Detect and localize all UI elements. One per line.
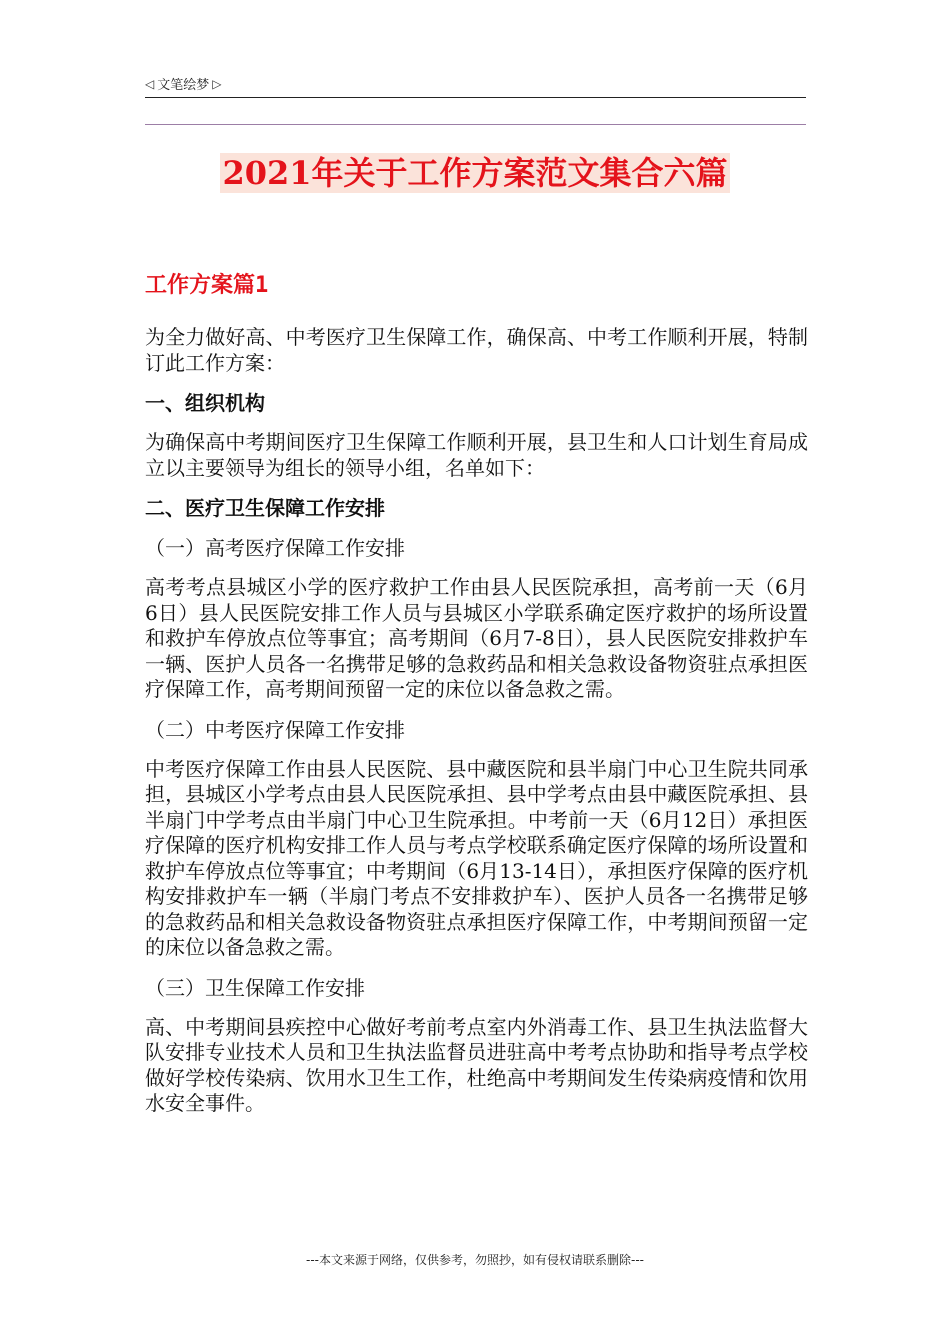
header-brand: 文笔绘梦: [157, 78, 210, 93]
heading-arrangements: 二、医疗卫生保障工作安排: [145, 496, 385, 520]
hygiene-paragraph: 高、中考期间县疾控中心做好考前考点室内外消毒工作、县卫生执法监督大队安排专业技术人员和卫生执法监督员进驻高中考考点协助和指导考点学校做好学校传染病、饮用水卫生工作，杜绝高中考期间发生传染病疫情和饮用水安全事件。: [145, 1014, 808, 1115]
zhongkao-paragraph: 中考医疗保障工作由县人民医院、县中藏医院和县半扇门中心卫生院共同承担，县城区小学考点由县人民医院承担、县中学考点由县中藏医院承担、县半扇门中学考点由半扇门中心卫生院承担。中考前一天（6月12日）承担医疗保障的医疗机构安排工作人员与考点学校联系确定医疗保障的场所设置和救护车停放点位等事宜；中考期间（6月13-14日），承担医疗保障的医疗机构安排救护车一辆（半扇门考点不安排救护车）、医护人员各一名携带足够的急救药品和相关急救设备物资驻点承担医疗保障工作，中考期间预留一定的床位以备急救之需。: [145, 756, 808, 959]
subheading-hygiene: （三）卫生保障工作安排: [145, 975, 365, 1000]
footer-disclaimer: ---本文来源于网络，仅供参考，勿照抄，如有侵权请联系删除---: [306, 1253, 644, 1267]
document-title: 2021年关于工作方案范文集合六篇: [222, 154, 728, 192]
triangle-right-icon: ▷: [212, 76, 222, 91]
organization-paragraph: 为确保高中考期间医疗卫生保障工作顺利开展，县卫生和人口计划生育局成立以主要领导为组长的领导小组，名单如下：: [145, 430, 808, 480]
subheading-gaokao: （一）高考医疗保障工作安排: [145, 536, 405, 560]
document-body: [145, 325, 808, 1131]
triangle-left-icon: ◁: [145, 76, 155, 91]
section-title: 工作方案篇1: [145, 273, 269, 298]
gaokao-paragraph: 高考考点县城区小学的医疗救护工作由县人民医院承担，高考前一天（6月6日）县人民医院安排工作人员与县城区小学联系确定医疗救护的场所设置和救护车停放点位等事宜；高考期间（6月7-8日），县人民医院安排救护车一辆、医护人员各一名携带足够的急救药品和相关急救设备物资驻点承担医疗保障工作，高考期间预留一定的床位以备急救之需。: [145, 575, 808, 701]
page-header: [145, 74, 221, 93]
title-divider: [145, 124, 806, 125]
title-container: [0, 153, 950, 193]
intro-paragraph: 为全力做好高、中考医疗卫生保障工作，确保高、中考工作顺利开展，特制订此工作方案：: [145, 325, 808, 375]
subheading-zhongkao: （二）中考医疗保障工作安排: [145, 717, 405, 742]
header-divider: [145, 97, 806, 98]
heading-organization: 一、组织机构: [145, 391, 265, 415]
